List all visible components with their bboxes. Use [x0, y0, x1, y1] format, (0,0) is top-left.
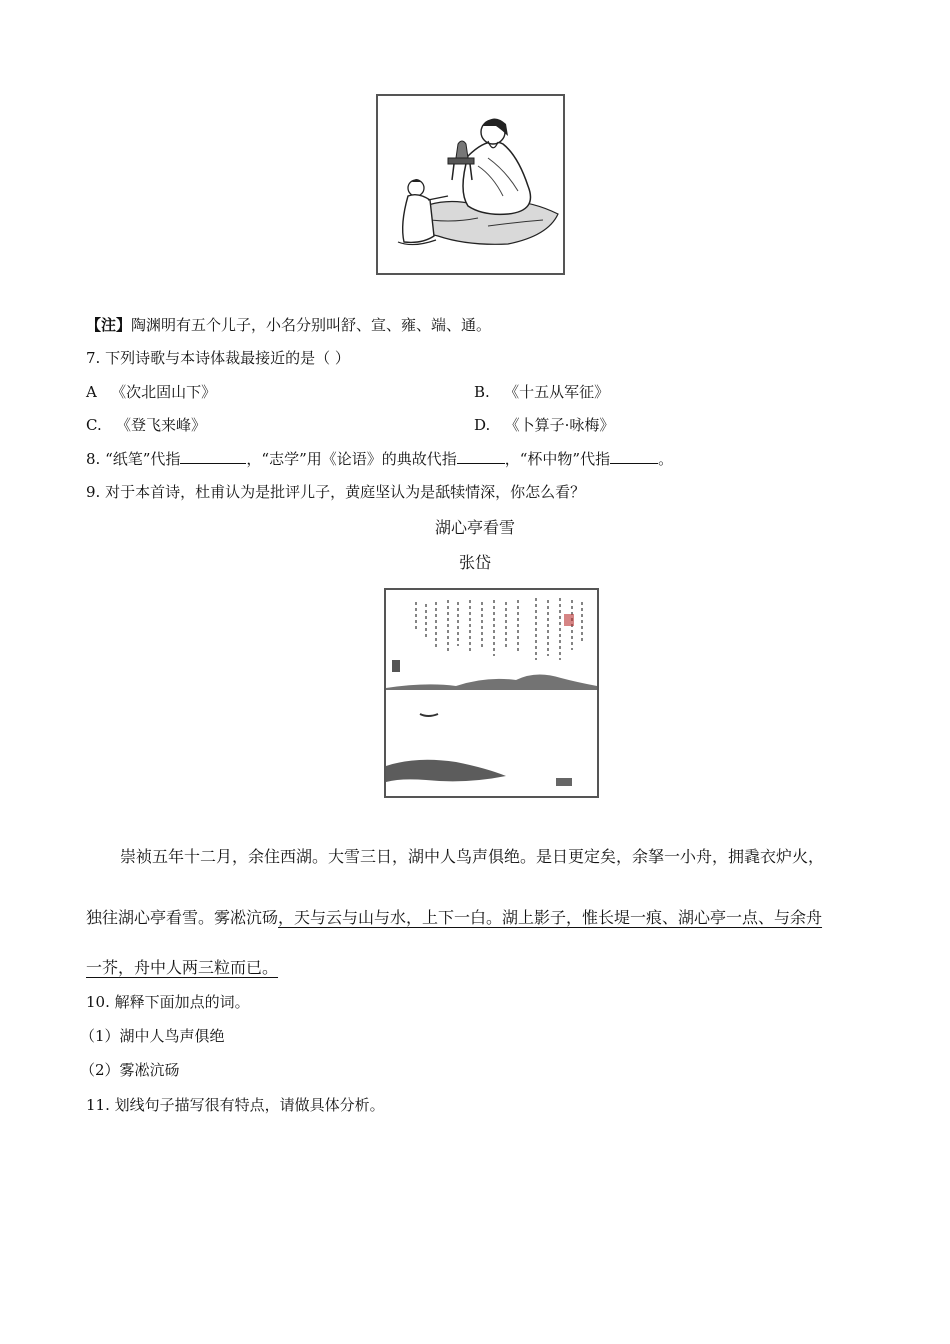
- question-10-stem: 10. 解释下面加点的词。: [86, 993, 250, 1011]
- annotation-note: [86, 314, 491, 335]
- poem-title: 湖心亭看雪: [434, 518, 515, 537]
- option-a-text: 《次北固山下》: [111, 383, 217, 401]
- passage-line-2-plain: 独往湖心亭看雪。雾凇沆砀: [86, 908, 279, 927]
- passage-line-3-underlined: 一芥，舟中人两三粒而已。: [86, 958, 279, 977]
- option-c: [86, 414, 206, 435]
- illustration-scholar-drinking: [376, 94, 565, 275]
- option-a: [86, 381, 216, 402]
- option-d-letter: D.: [474, 416, 491, 434]
- passage-line-1: 崇祯五年十二月，余住西湖。大雪三日，湖中人鸟声俱绝。是日更定矣，余拏一小舟，拥毳衣炉火，: [120, 847, 825, 866]
- question-7-stem: 7. 下列诗歌与本诗体裁最接近的是（ ）: [86, 349, 350, 367]
- q8-part3: ，“杯中物”代指: [504, 450, 611, 468]
- q8-part1: 8. “纸笔”代指: [86, 450, 181, 468]
- option-d-text: 《卜算子·咏梅》: [504, 416, 615, 434]
- option-b-text: 《十五从军征》: [504, 383, 610, 401]
- q8-part2: ，“志学”用《论语》的典故代指: [246, 450, 457, 468]
- blank-1[interactable]: [180, 449, 246, 464]
- poem-author: 张岱: [458, 553, 491, 572]
- option-c-letter: C.: [86, 416, 102, 434]
- question-10-item-2: （2）雾凇沆砀: [80, 1061, 180, 1079]
- illustration-lake-snow-painting: [384, 588, 599, 798]
- option-c-text: 《登飞来峰》: [116, 416, 207, 434]
- option-d: [474, 414, 614, 435]
- option-a-letter: A: [86, 383, 97, 401]
- blank-2[interactable]: [457, 449, 505, 464]
- q8-part4: 。: [658, 450, 674, 468]
- passage-line-2-underlined: ，天与云与山与水，上下一白。湖上影子，惟长堤一痕、湖心亭一点、与余舟: [278, 908, 823, 927]
- question-8: [86, 448, 673, 469]
- question-9: 9. 对于本首诗，杜甫认为是批评儿子，黄庭坚认为是舐犊情深，你怎么看？: [86, 483, 586, 501]
- option-b-letter: B.: [474, 383, 490, 401]
- blank-3[interactable]: [610, 449, 658, 464]
- scholar-drawing: [378, 96, 563, 273]
- passage-line-2: [86, 905, 822, 928]
- option-b: [474, 381, 609, 402]
- lake-painting-drawing: [386, 590, 597, 796]
- note-bracket: 【注】: [86, 316, 132, 334]
- question-10-item-1: （1）湖中人鸟声俱绝: [80, 1027, 225, 1045]
- note-text: 陶渊明有五个儿子，小名分别叫舒、宣、雍、端、通。: [131, 316, 492, 334]
- question-11: 11. 划线句子描写很有特点，请做具体分析。: [86, 1096, 385, 1114]
